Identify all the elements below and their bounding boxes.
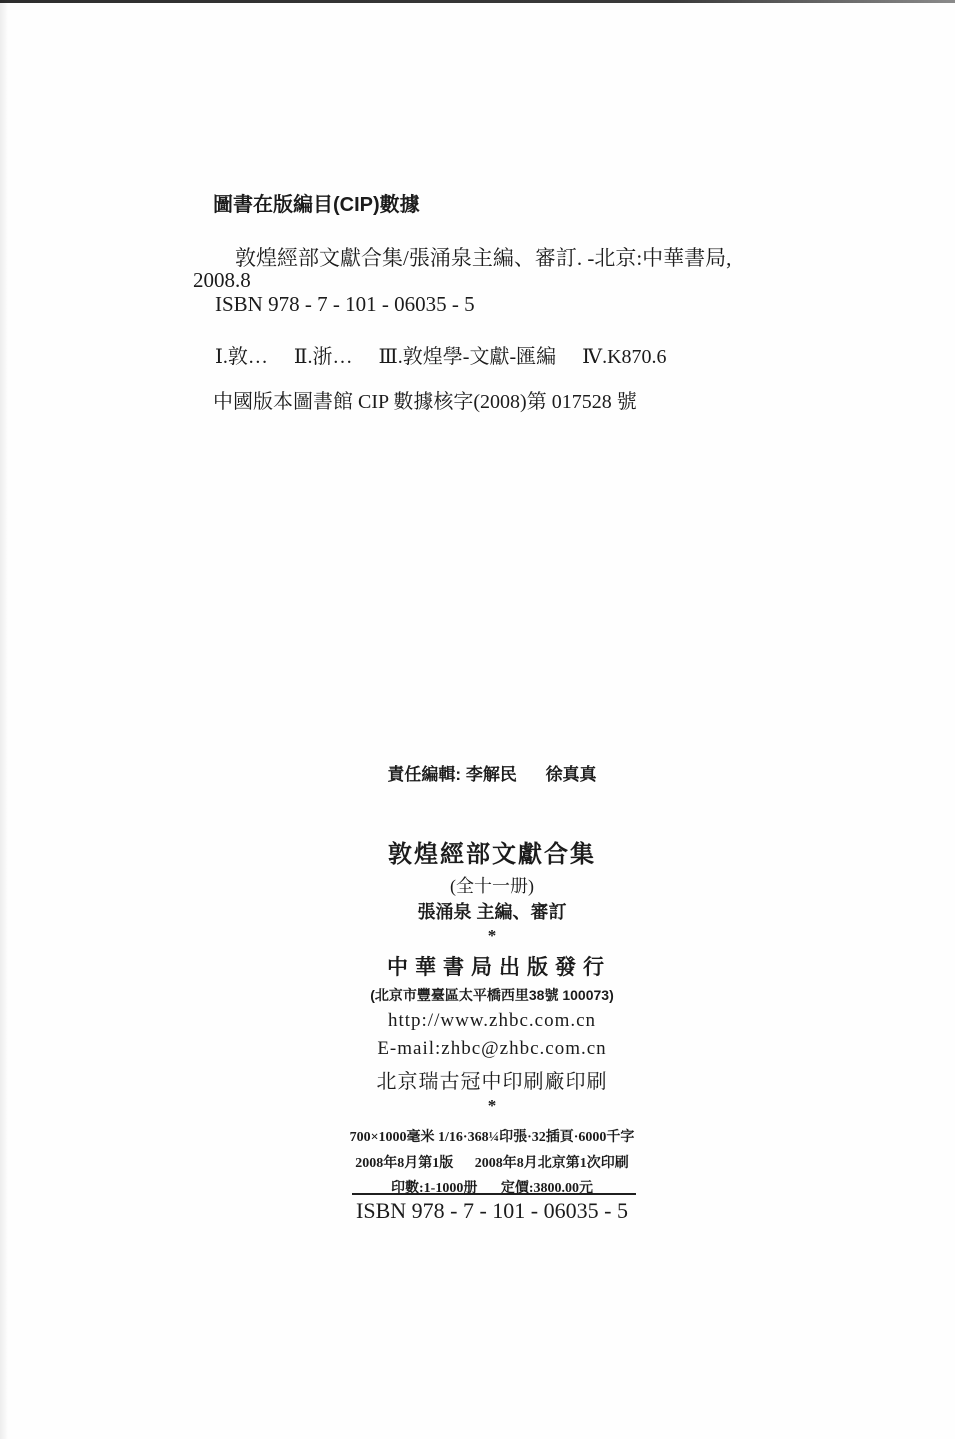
scan-top-edge-artifact — [0, 0, 955, 3]
responsible-editors-line — [30, 760, 954, 785]
printer-line: 北京瑞古冠中印刷廠印刷 — [376, 1071, 608, 1093]
cip-classification-item-1: Ⅰ.敦… — [215, 346, 268, 368]
cip-header: 圖書在版編目(CIP)數據 — [213, 194, 420, 216]
publisher-address: (北京市豐臺區太平橋西里38號 100073) — [370, 987, 614, 1003]
edition-line — [30, 1152, 954, 1172]
chief-editor-line: 張涌泉 主編、審訂 — [417, 902, 567, 922]
publisher-line: 中華書局出版發行 — [387, 955, 611, 979]
cip-classification-item-2: Ⅱ.浙… — [293, 346, 353, 368]
cip-classification-item-3: Ⅲ.敦煌學-文獻-匯編 — [378, 346, 557, 368]
publisher-email: E-mail:zhbc@zhbc.com.cn — [377, 1038, 607, 1059]
edition-info: 2008年8月第1版 — [355, 1156, 454, 1171]
volume-count: (全十一册) — [450, 876, 534, 896]
separator-asterisk-2: * — [487, 1096, 497, 1115]
isbn-divider-rule — [352, 1193, 636, 1195]
cip-entry-line1: 敦煌經部文獻合集/張涌泉主編、審訂. -北京:中華書局, — [235, 246, 732, 270]
printing-info: 2008年8月北京第1次印刷 — [474, 1156, 629, 1171]
cip-record-line: 中國版本圖書館 CIP 數據核字(2008)第 017528 號 — [213, 391, 637, 413]
cip-isbn-line: ISBN 978 - 7 - 101 - 06035 - 5 — [215, 292, 475, 316]
cip-classification-line — [215, 340, 667, 369]
publisher-website: http://www.zhbc.com.cn — [387, 1010, 597, 1031]
separator-asterisk-1: * — [487, 926, 497, 945]
scan-left-edge-artifact — [0, 0, 8, 1439]
book-title: 敦煌經部文獻合集 — [388, 841, 596, 868]
cip-entry-line2: 2008.8 — [193, 268, 251, 292]
isbn-bottom-line: ISBN 978 - 7 - 101 - 06035 - 5 — [356, 1198, 628, 1223]
price-info: 定價:3800.00元 — [500, 1181, 593, 1196]
print-run-info: 印數:1-1000册 — [391, 1181, 478, 1196]
responsible-editor-name-2: 徐真真 — [545, 765, 597, 784]
responsible-editor-name-1: 李解民 — [465, 765, 517, 784]
format-specs-line: 700×1000毫米 1/16·368¼印張·32插頁·6000千字 — [349, 1130, 635, 1145]
cip-classification-item-4: Ⅳ.K870.6 — [582, 346, 667, 368]
responsible-editors-label: 責任編輯: — [387, 765, 462, 784]
